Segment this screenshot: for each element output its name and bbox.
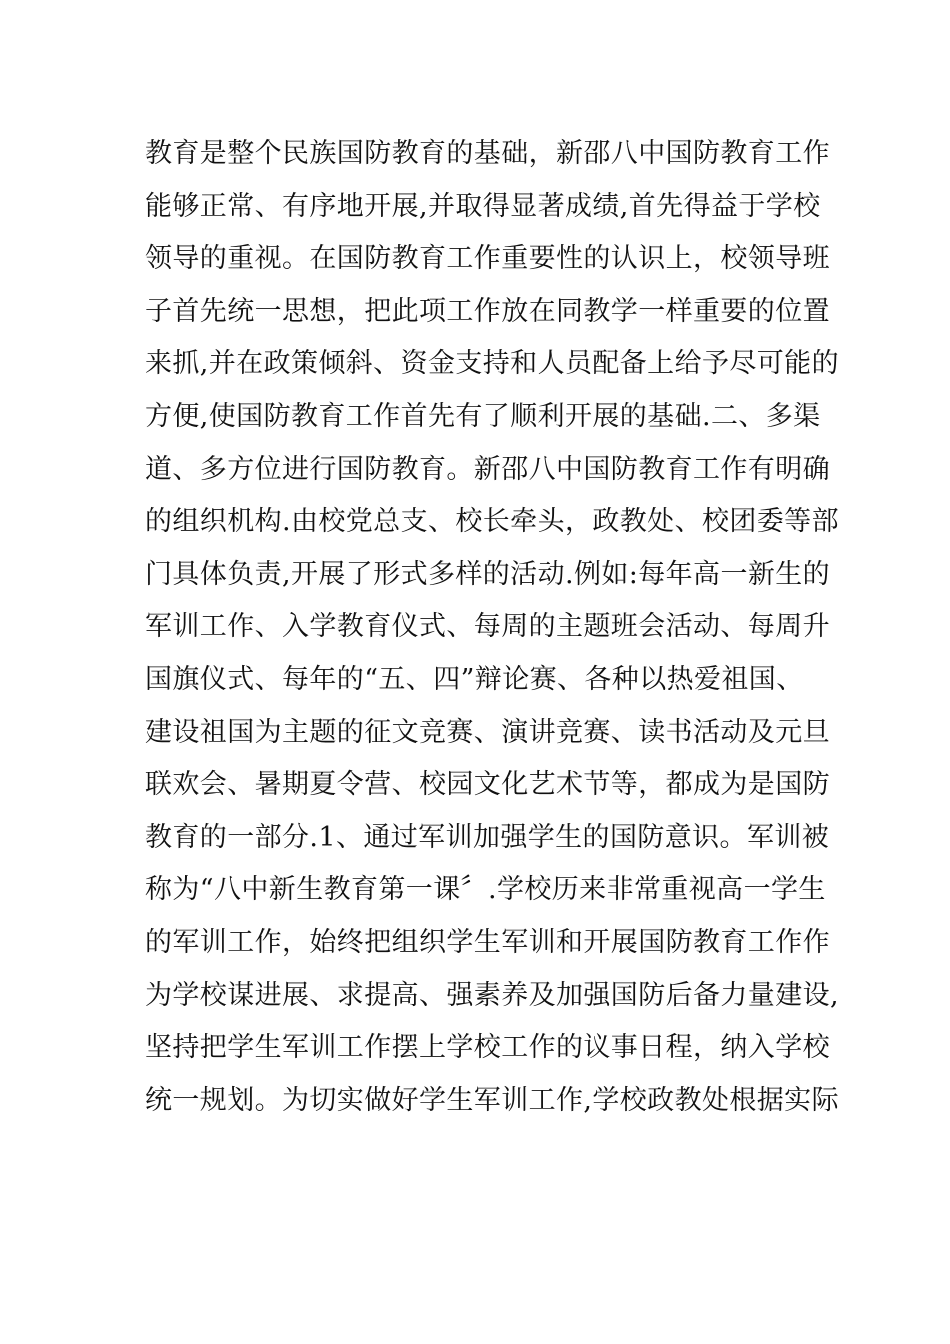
- text-line: 统一规划。为切实做好学生军训工作,学校政教处根据实际: [145, 1084, 839, 1116]
- text-line: 道、多方位进行国防教育。新邵八中国防教育工作有明确: [145, 453, 830, 485]
- text-line: 方便,使国防教育工作首先有了顺利开展的基础.二、多渠: [145, 400, 821, 432]
- text-line: 子首先统一思想，把此项工作放在同教学一样重要的位置: [145, 295, 830, 327]
- text-line: 的军训工作，始终把组织学生军训和开展国防教育工作作: [145, 926, 830, 958]
- text-line: 的组织机构.由校党总支、校长牵头，政教处、校团委等部: [145, 506, 839, 538]
- text-line: 称为“八中新生教育第一课〞.学校历来非常重视高一学生: [145, 874, 826, 906]
- body-text: [145, 128, 839, 1127]
- text-line: 教育的一部分.1、通过军训加强学生的国防意识。军训被: [145, 821, 830, 853]
- text-line: 军训工作、入学教育仪式、每周的主题班会活动、每周升: [145, 611, 830, 643]
- text-line: 领导的重视。在国防教育工作重要性的认识上，校领导班: [145, 243, 830, 275]
- text-line: 来抓,并在政策倾斜、资金支持和人员配备上给予尽可能的: [145, 348, 839, 380]
- text-line: 联欢会、暑期夏令营、校园文化艺术节等，都成为是国防: [145, 769, 830, 801]
- text-line: 国旗仪式、每年的“五、四”辩论赛、各种以热爱祖国、: [145, 663, 804, 695]
- text-line: 教育是整个民族国防教育的基础，新邵八中国防教育工作: [145, 138, 830, 169]
- text-line: 坚持把学生军训工作摆上学校工作的议事日程，纳入学校: [145, 1032, 830, 1064]
- text-line: 能够正常、有序地开展,并取得显著成绩,首先得益于学校: [145, 190, 821, 222]
- text-line: 为学校谋进展、求提高、强素养及加强国防后备力量建设,: [145, 979, 839, 1011]
- text-line: 门具体负责,开展了形式多样的活动.例如:每年高一新生的: [145, 558, 831, 590]
- text-line: 建设祖国为主题的征文竞赛、演讲竞赛、读书活动及元旦: [145, 716, 830, 748]
